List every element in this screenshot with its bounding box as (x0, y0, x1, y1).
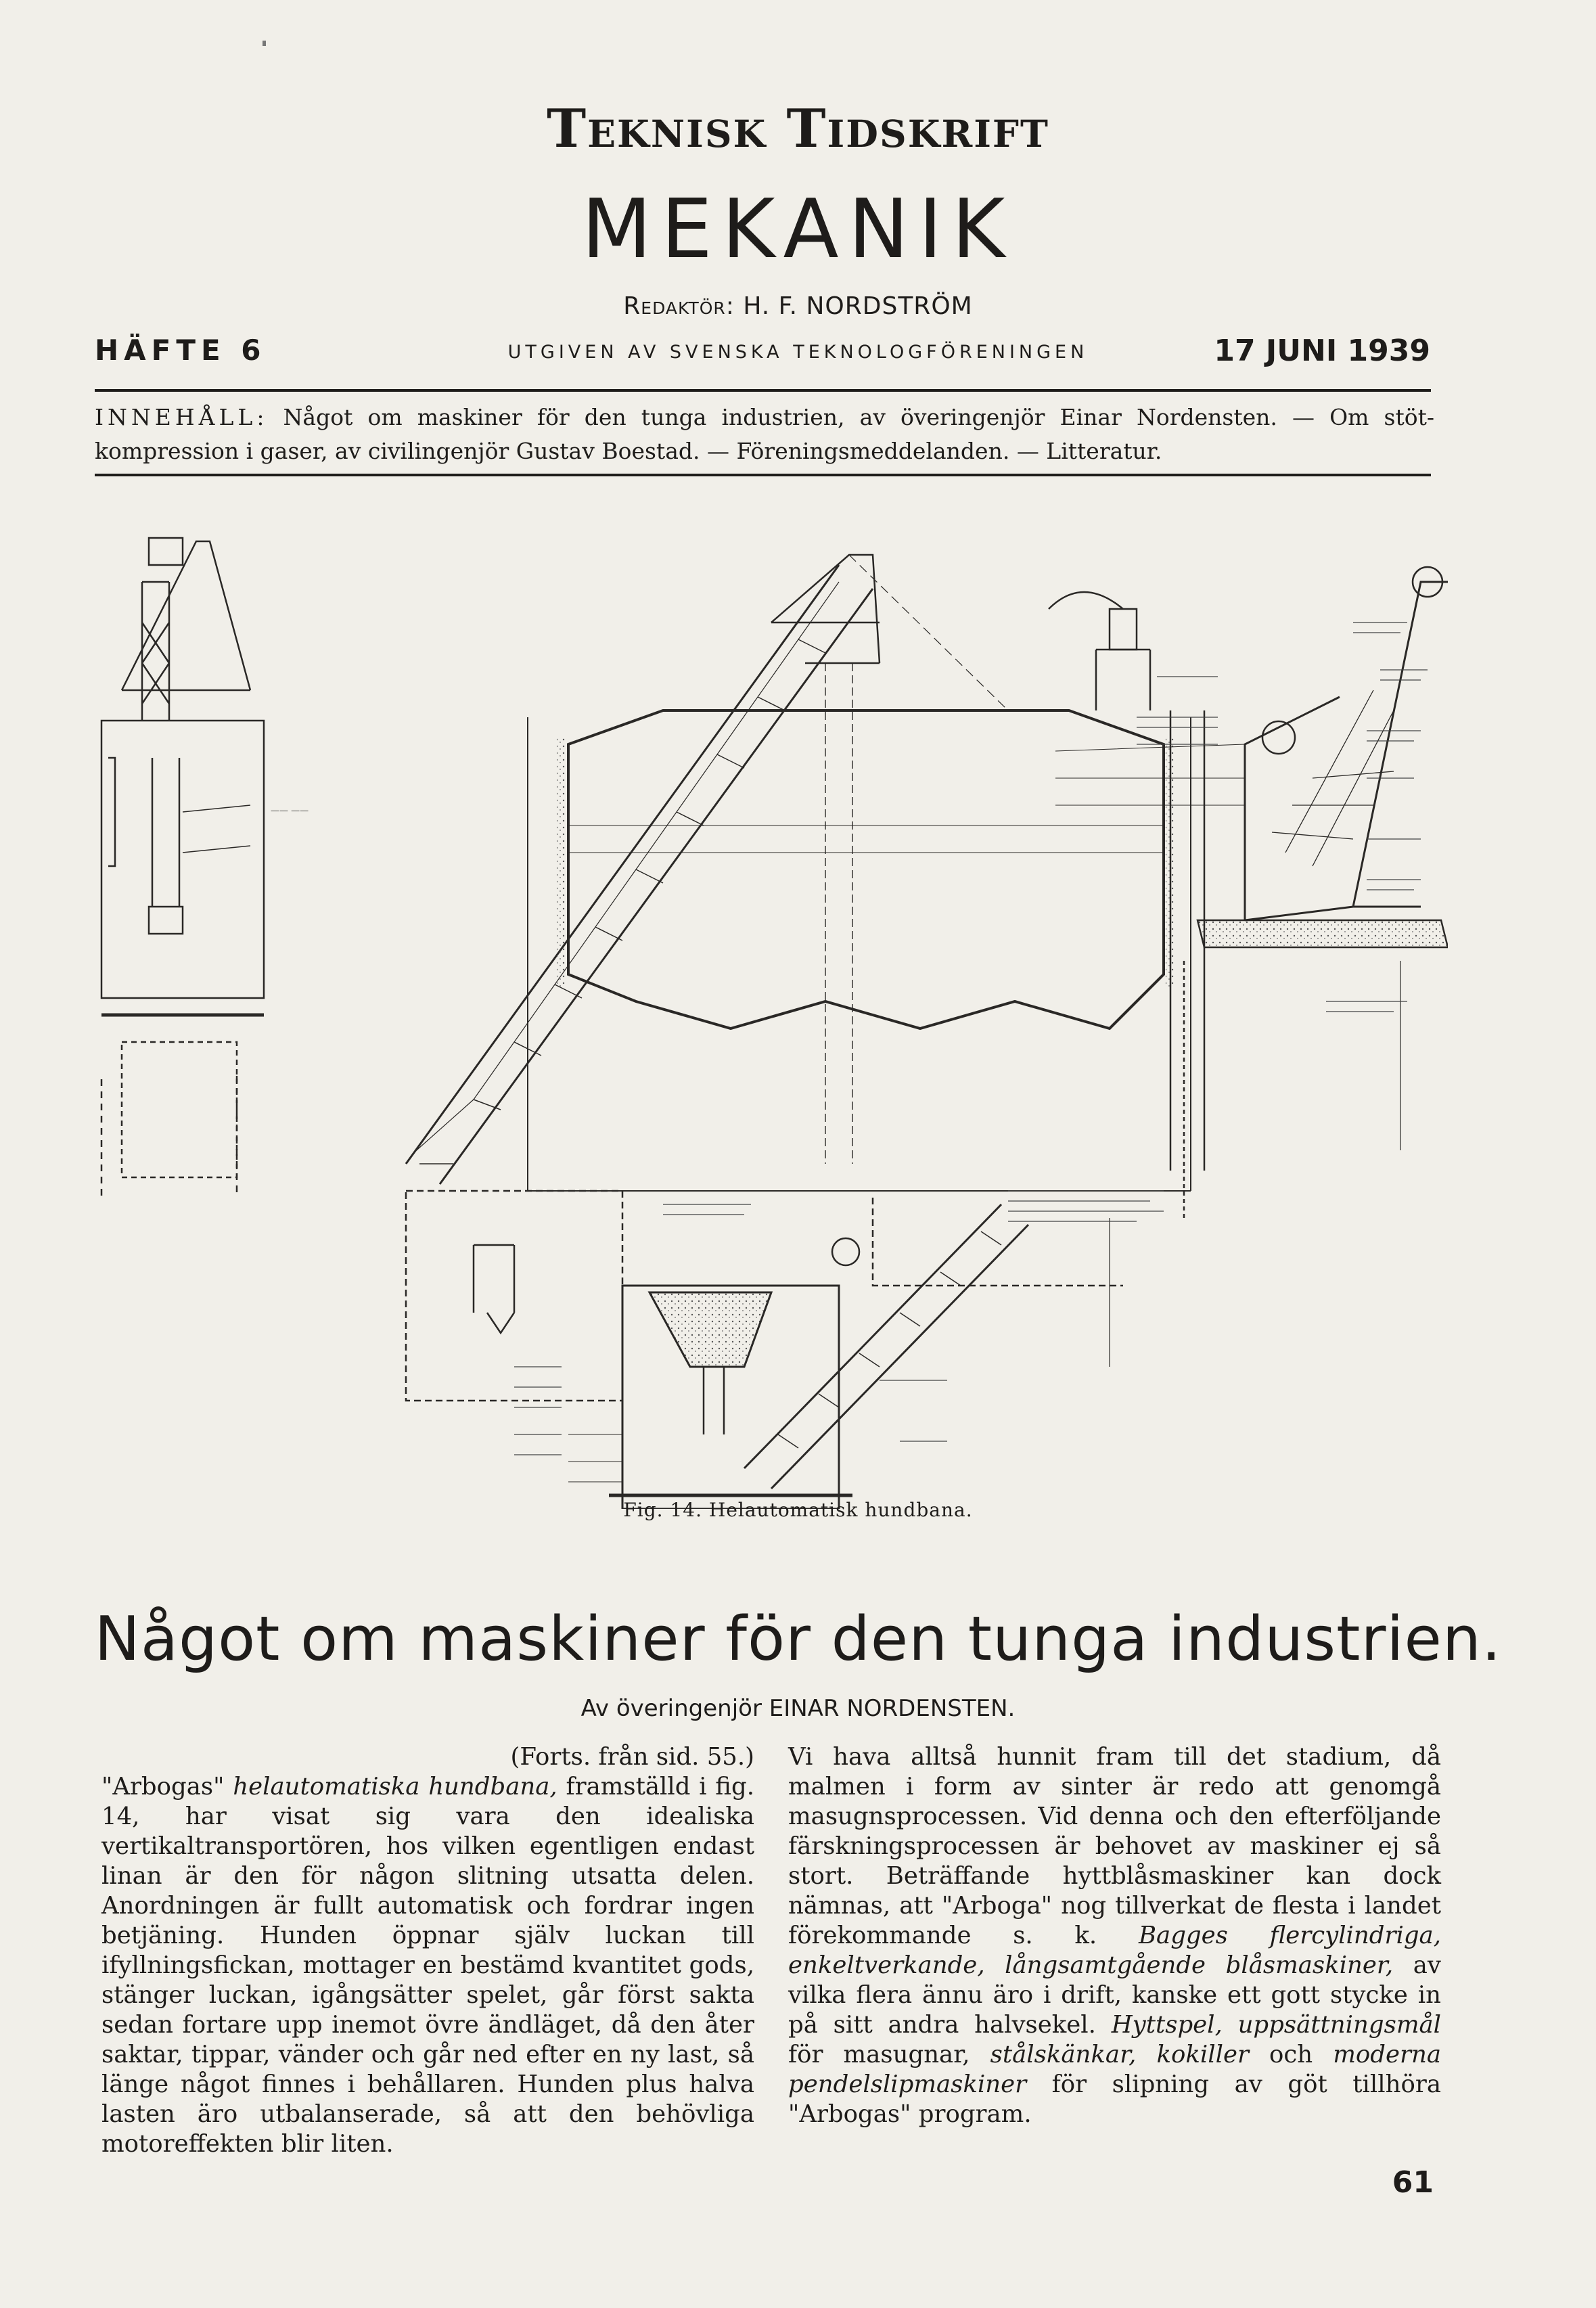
contents-label: INNEHÅLL: (95, 404, 269, 430)
emphasis-run: Bagges flercylindriga, enkeltverkande, långsamtgående blåsmaskiner, (788, 1922, 1441, 1979)
continued-note: (Forts. från sid. 55.) (510, 1743, 754, 1771)
text-run: "Arbogas" (101, 1773, 233, 1801)
text-run: för masugnar, (788, 2041, 990, 2068)
page-number: 61 (1392, 2165, 1434, 2200)
publisher-line: UTGIVEN AV SVENSKA TEKNOLOGFÖRENINGEN (507, 342, 1089, 363)
section-title: MEKANIK (581, 183, 1015, 277)
emphasis-run: moderna pendelslipmaskiner (788, 2041, 1442, 2098)
article-column-right (788, 1742, 1441, 2129)
article-title: Något om maskiner för den tunga industrien. (94, 1604, 1502, 1675)
issue-date: 17 JUNI 1939 (1214, 334, 1430, 368)
table-of-contents (95, 401, 1434, 468)
text-run: Vi hava alltså hunnit fram till det stadium, då malmen i form av sinter är redo att genomgå masugnsprocessen. Vid denna och den efterföljande färskningsprocessen är behovet av maskiner ej så stort. Beträffande hyttblåsmaskiner kan dock nämnas, att "Arboga" nog tillverkat de flesta i landet förekommande s. k. (788, 1743, 1441, 1949)
scan-speck (263, 41, 266, 46)
paragraph-hundbana (101, 1772, 754, 2159)
left-building (101, 721, 264, 998)
editor-line: Redaktör: H. F. NORDSTRÖM (623, 292, 973, 320)
emphasis-run: stålskänkar, kokiller (990, 2041, 1249, 2068)
text-run: framställd i fig. 14, har visat sig vara den idealiska vertikaltransportören, hos vilken egentligen endast linan är den för någon slitning utsatta delen. Anordningen är fullt automatisk och fordrar ingen betjäning. Hunden öppnar själv luckan till ifyllningsfickan, mottager en bestämd kvantitet gods, stänger luckan, igångsätter spelet, går först sakta sedan fortare upp inemot övre ändläget, då den åter saktar, tippar, vänder och går ned efter en ny last, så länge något finnes i behållaren. Hunden plus halva lasten äro utbalanserade, så att den behövliga motoreffekten blir liten. (101, 1773, 754, 2158)
article-column-left (101, 1742, 754, 2159)
paragraph-masugn (788, 1742, 1441, 2129)
contents-text: Något om maskiner för den tunga industrien, av överingenjör Einar Nordensten. — Om stöt-kompression i gaser, av civilingenjör Gustav Boestad. — Föreningsmeddelanden. — Litteratur. (95, 404, 1434, 464)
svg-text:—— ——: —— —— (271, 806, 309, 816)
article-byline: Av överingenjör EINAR NORDENSTEN. (580, 1695, 1016, 1722)
journal-title: Teknisk Tidskrift (547, 98, 1049, 160)
figure-caption: Fig. 14. Helautomatisk hundbana. (623, 1499, 973, 1521)
emphasis-run: Hyttspel, uppsättningsmål (1111, 2011, 1441, 2039)
text-run: av vilka flera ännu äro i drift, kanske ett gott stycke in på sitt andra halvsekel. (788, 1951, 1441, 2039)
top-rule (95, 389, 1431, 392)
issue-number: HÄFTE 6 (95, 334, 267, 367)
text-run: och (1248, 2041, 1333, 2068)
text-run: för slipning av göt tillhöra "Arbogas" program. (788, 2071, 1441, 2128)
technical-drawing (95, 487, 1448, 1509)
toc-bottom-rule (95, 474, 1431, 476)
emphasis-run: helautomatiska hundbana, (233, 1773, 557, 1801)
